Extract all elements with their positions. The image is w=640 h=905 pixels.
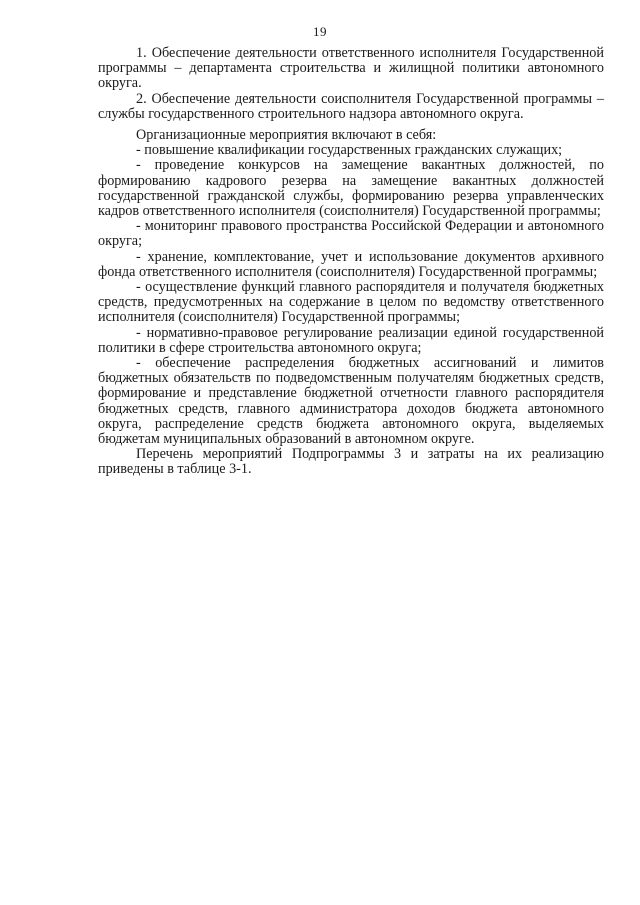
- list-item-budget-distribution: - обеспечение распределения бюджетных ассигнований и лимитов бюджетных обязательств по подведомственным получателям бюджетных средств, формирование и представление бюджетной отчетности главного распорядителя бюджетных средств, главного администратора доходов бюджета автономного округа, распределение средств бюджета автономного округа, выделяемых бюджетам муниципальных образований в автономном округе.: [98, 355, 604, 448]
- list-item-regulation: - нормативно-правовое регулирование реализации единой государственной политики в сфере строительства автономного округа;: [98, 324, 604, 356]
- paragraph-responsible-executor: 1. Обеспечение деятельности ответственного исполнителя Государственной программы – департамента строительства и жилищной политики автономного округа.: [98, 45, 604, 92]
- page-number: 19: [313, 24, 327, 39]
- paragraph-co-executor: 2. Обеспечение деятельности соисполнителя Государственной программы – службы государственного строительного надзора автономного округа.: [98, 90, 604, 122]
- paragraph-organizational-measures: Организационные мероприятия включают в себя:: [136, 127, 437, 144]
- list-item-competitions: - проведение конкурсов на замещение вакантных должностей, по формированию кадрового резерва на замещение вакантных должностей государственной гражданской службы, формированию резерва управленческих кадров ответственного исполнителя (соисполнителя) Государственной программы;: [98, 157, 604, 220]
- paragraph-table-reference: Перечень мероприятий Подпрограммы 3 и затраты на их реализацию приведены в таблице 3-1.: [98, 446, 604, 478]
- list-item-qualification: - повышение квалификации государственных гражданских служащих;: [136, 142, 563, 159]
- list-item-legal-monitoring: - мониторинг правового пространства Российской Федерации и автономного округа;: [98, 218, 604, 250]
- document-body: [98, 46, 604, 478]
- list-item-budget-functions: - осуществление функций главного распорядителя и получателя бюджетных средств, предусмотренных на содержание в целом по ведомству ответственного исполнителя (соисполнителя) Государственной программы;: [98, 279, 604, 326]
- list-item-archive: - хранение, комплектование, учет и использование документов архивного фонда ответственного исполнителя (соисполнителя) Государственной программы;: [98, 248, 604, 280]
